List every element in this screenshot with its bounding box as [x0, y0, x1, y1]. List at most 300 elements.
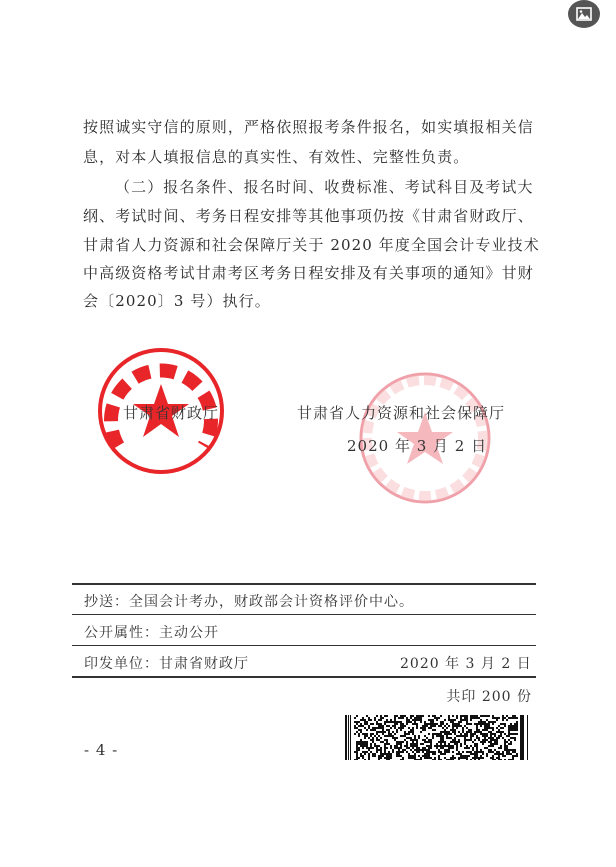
barcode-module: [464, 717, 466, 719]
barcode-module: [428, 715, 430, 717]
barcode-module: [492, 715, 494, 717]
barcode-module: [444, 731, 446, 733]
barcode-module: [392, 735, 394, 737]
barcode-module: [374, 727, 376, 729]
barcode-module: [420, 721, 422, 723]
barcode-module: [406, 741, 408, 743]
barcode-module: [428, 745, 430, 747]
barcode-module: [370, 735, 372, 737]
barcode-module: [462, 731, 464, 733]
barcode-module: [448, 749, 450, 751]
barcode-module: [478, 717, 480, 719]
barcode-module: [424, 727, 426, 729]
barcode-module: [360, 731, 362, 733]
barcode-module: [386, 757, 388, 759]
barcode-module: [376, 733, 378, 735]
barcode-module: [460, 719, 462, 721]
barcode-module: [392, 721, 394, 723]
barcode-module: [476, 727, 478, 729]
barcode-module: [442, 727, 444, 729]
barcode-module: [406, 733, 408, 735]
barcode-module: [372, 753, 374, 755]
barcode-module: [384, 739, 386, 741]
barcode-module: [470, 715, 472, 717]
barcode-module: [368, 727, 370, 729]
barcode-module: [408, 719, 410, 721]
barcode-module: [428, 719, 430, 721]
barcode-module: [434, 723, 436, 725]
barcode-module: [470, 723, 472, 725]
barcode-module: [510, 727, 512, 729]
barcode-module: [410, 739, 412, 741]
barcode-module: [358, 747, 360, 749]
barcode-module: [370, 747, 372, 749]
barcode-module: [486, 747, 488, 749]
barcode-module: [486, 723, 488, 725]
barcode-module: [444, 743, 446, 745]
barcode-module: [460, 715, 462, 717]
barcode-module: [432, 723, 434, 725]
barcode-module: [394, 733, 396, 735]
barcode-module: [504, 733, 506, 735]
barcode-module: [414, 755, 416, 757]
barcode-module: [368, 737, 370, 739]
image-view-button[interactable]: [568, 0, 600, 28]
barcode-module: [510, 753, 512, 755]
barcode-module: [510, 725, 512, 727]
barcode-module: [452, 741, 454, 743]
barcode-module: [374, 719, 376, 721]
barcode-module: [368, 757, 370, 759]
barcode-module: [386, 715, 388, 717]
barcode-module: [396, 755, 398, 757]
barcode-module: [492, 723, 494, 725]
barcode-module: [514, 739, 516, 741]
barcode-module: [360, 729, 362, 731]
barcode-module: [472, 747, 474, 749]
barcode-module: [408, 755, 410, 757]
barcode-module: [420, 719, 422, 721]
barcode-module: [478, 723, 480, 725]
barcode-module: [388, 731, 390, 733]
barcode-module: [506, 747, 508, 749]
barcode-module: [374, 735, 376, 737]
barcode-module: [410, 717, 412, 719]
barcode-module: [400, 755, 402, 757]
barcode-module: [444, 753, 446, 755]
barcode-module: [392, 751, 394, 753]
barcode-module: [450, 759, 452, 760]
barcode-module: [356, 745, 358, 747]
barcode-module: [452, 729, 454, 731]
barcode-module: [378, 757, 380, 759]
barcode-module: [446, 727, 448, 729]
barcode-module: [512, 751, 514, 753]
barcode-module: [434, 725, 436, 727]
barcode-module: [386, 719, 388, 721]
barcode-module: [488, 715, 490, 717]
barcode-module: [466, 733, 468, 735]
barcode-module: [452, 715, 454, 717]
barcode-module: [404, 745, 406, 747]
barcode-module: [476, 743, 478, 745]
barcode-module: [454, 729, 456, 731]
barcode-module: [502, 755, 504, 757]
barcode-module: [412, 729, 414, 731]
barcode-module: [398, 749, 400, 751]
barcode-module: [388, 735, 390, 737]
barcode-module: [478, 721, 480, 723]
barcode-module: [470, 717, 472, 719]
barcode-module: [470, 759, 472, 760]
barcode-module: [416, 749, 418, 751]
barcode-module: [516, 733, 518, 735]
barcode-module: [452, 759, 454, 760]
barcode-module: [506, 735, 508, 737]
barcode-module: [366, 715, 368, 717]
barcode-module: [508, 743, 510, 745]
barcode-module: [412, 745, 414, 747]
barcode-module: [460, 725, 462, 727]
barcode-module: [386, 755, 388, 757]
barcode-module: [436, 733, 438, 735]
barcode-module: [434, 733, 436, 735]
barcode-module: [360, 741, 362, 743]
barcode-module: [394, 715, 396, 717]
barcode-module: [412, 741, 414, 743]
barcode-module: [376, 737, 378, 739]
barcode-module: [466, 757, 468, 759]
barcode-module: [442, 735, 444, 737]
barcode-module: [464, 743, 466, 745]
barcode-module: [514, 723, 516, 725]
barcode-module: [494, 735, 496, 737]
barcode-module: [438, 741, 440, 743]
barcode-module: [510, 749, 512, 751]
barcode-module: [400, 741, 402, 743]
barcode-module: [364, 727, 366, 729]
barcode-module: [510, 741, 512, 743]
barcode-module: [488, 721, 490, 723]
barcode-module: [464, 739, 466, 741]
barcode-module: [448, 725, 450, 727]
barcode-module: [452, 747, 454, 749]
barcode-module: [370, 729, 372, 731]
barcode-module: [386, 725, 388, 727]
barcode-module: [372, 737, 374, 739]
barcode-module: [398, 747, 400, 749]
barcode-module: [356, 743, 358, 745]
barcode-module: [508, 753, 510, 755]
barcode-module: [488, 749, 490, 751]
barcode-module: [414, 739, 416, 741]
barcode-module: [474, 755, 476, 757]
barcode-module: [468, 747, 470, 749]
barcode-module: [356, 755, 358, 757]
barcode-module: [380, 717, 382, 719]
barcode-module: [480, 719, 482, 721]
barcode-module: [364, 735, 366, 737]
barcode-module: [484, 739, 486, 741]
barcode-module: [496, 719, 498, 721]
barcode-module: [400, 723, 402, 725]
barcode-module: [472, 753, 474, 755]
barcode-module: [516, 721, 518, 723]
barcode-module: [440, 737, 442, 739]
barcode-module: [432, 753, 434, 755]
barcode-module: [368, 725, 370, 727]
barcode-module: [466, 751, 468, 753]
barcode-module: [490, 757, 492, 759]
barcode-module: [434, 753, 436, 755]
barcode-module: [486, 727, 488, 729]
barcode-module: [378, 749, 380, 751]
barcode-module: [406, 743, 408, 745]
barcode-module: [516, 755, 518, 757]
barcode-module: [494, 721, 496, 723]
barcode-module: [396, 729, 398, 731]
barcode-module: [436, 747, 438, 749]
barcode-module: [450, 733, 452, 735]
barcode-module: [454, 737, 456, 739]
barcode-module: [390, 745, 392, 747]
barcode-module: [496, 737, 498, 739]
barcode-module: [492, 729, 494, 731]
barcode-module: [490, 745, 492, 747]
barcode-module: [458, 757, 460, 759]
barcode-module: [380, 741, 382, 743]
barcode-module: [430, 751, 432, 753]
barcode-module: [512, 755, 514, 757]
barcode-module: [508, 733, 510, 735]
barcode-module: [382, 755, 384, 757]
barcode-module: [396, 731, 398, 733]
barcode-module: [428, 741, 430, 743]
barcode-module: [510, 759, 512, 760]
barcode-module: [356, 753, 358, 755]
barcode-module: [508, 717, 510, 719]
barcode-module: [478, 731, 480, 733]
barcode-module: [402, 723, 404, 725]
barcode-module: [506, 719, 508, 721]
barcode-module: [512, 715, 514, 717]
barcode-module: [482, 723, 484, 725]
barcode-module: [484, 723, 486, 725]
barcode-module: [508, 729, 510, 731]
barcode-module: [464, 725, 466, 727]
barcode-module: [480, 755, 482, 757]
barcode-module: [386, 759, 388, 760]
barcode-module: [402, 715, 404, 717]
barcode-module: [442, 739, 444, 741]
barcode-module: [474, 723, 476, 725]
barcode-module: [456, 717, 458, 719]
barcode-module: [394, 737, 396, 739]
barcode-module: [452, 731, 454, 733]
barcode-module: [366, 721, 368, 723]
barcode-module: [426, 725, 428, 727]
barcode-module: [506, 753, 508, 755]
barcode-module: [362, 717, 364, 719]
barcode-module: [466, 759, 468, 760]
barcode-module: [364, 745, 366, 747]
barcode-module: [448, 747, 450, 749]
barcode-module: [460, 733, 462, 735]
barcode-module: [426, 757, 428, 759]
barcode-module: [380, 731, 382, 733]
barcode-module: [440, 743, 442, 745]
barcode-module: [420, 757, 422, 759]
barcode-module: [402, 735, 404, 737]
barcode-module: [364, 753, 366, 755]
barcode-module: [362, 757, 364, 759]
barcode-module: [408, 753, 410, 755]
barcode-module: [398, 721, 400, 723]
barcode-module: [470, 733, 472, 735]
barcode-module: [456, 747, 458, 749]
barcode-module: [442, 741, 444, 743]
barcode-module: [390, 727, 392, 729]
barcode-module: [412, 751, 414, 753]
barcode-module: [416, 745, 418, 747]
barcode-module: [504, 759, 506, 760]
barcode-module: [506, 749, 508, 751]
barcode-module: [428, 749, 430, 751]
barcode-module: [478, 737, 480, 739]
barcode-module: [440, 741, 442, 743]
barcode-module: [484, 721, 486, 723]
barcode-module: [474, 731, 476, 733]
barcode-module: [362, 755, 364, 757]
barcode-module: [380, 723, 382, 725]
barcode-module: [400, 743, 402, 745]
barcode-module: [390, 747, 392, 749]
barcode-module: [358, 743, 360, 745]
barcode-module: [388, 729, 390, 731]
barcode-module: [472, 715, 474, 717]
barcode-module: [494, 743, 496, 745]
barcode-module: [442, 731, 444, 733]
barcode-module: [446, 749, 448, 751]
barcode-module: [408, 721, 410, 723]
barcode-module: [408, 727, 410, 729]
barcode-module: [356, 751, 358, 753]
signature-date: 2020 年 3 月 2 日: [347, 437, 488, 455]
barcode-module: [466, 731, 468, 733]
barcode-module: [500, 735, 502, 737]
barcode-module: [386, 753, 388, 755]
barcode-module: [396, 721, 398, 723]
barcode-module: [504, 739, 506, 741]
barcode-module: [432, 751, 434, 753]
barcode-module: [432, 759, 434, 760]
barcode-module: [516, 753, 518, 755]
body-line: （二）报名条件、报名时间、收费标准、考试科目及考试大: [115, 178, 534, 196]
barcode-module: [400, 751, 402, 753]
barcode-module: [414, 737, 416, 739]
barcode-module: [396, 751, 398, 753]
barcode-module: [418, 735, 420, 737]
barcode-module: [448, 759, 450, 760]
barcode-module: [404, 739, 406, 741]
barcode-module: [424, 755, 426, 757]
barcode-module: [436, 735, 438, 737]
barcode-module: [388, 743, 390, 745]
barcode-module: [410, 715, 412, 717]
barcode-module: [358, 735, 360, 737]
barcode-module: [388, 751, 390, 753]
barcode-module: [456, 723, 458, 725]
barcode-module: [362, 743, 364, 745]
barcode-module: [504, 741, 506, 743]
barcode-module: [444, 749, 446, 751]
barcode-module: [462, 755, 464, 757]
barcode-module: [430, 725, 432, 727]
barcode-module: [356, 723, 358, 725]
barcode-module: [406, 745, 408, 747]
barcode-module: [480, 733, 482, 735]
barcode-module: [404, 731, 406, 733]
barcode-module: [498, 737, 500, 739]
barcode-module: [396, 741, 398, 743]
barcode-module: [476, 715, 478, 717]
barcode-module: [414, 743, 416, 745]
barcode-module: [428, 747, 430, 749]
barcode-module: [446, 723, 448, 725]
barcode-module: [458, 721, 460, 723]
barcode-module: [412, 731, 414, 733]
barcode-module: [456, 715, 458, 717]
barcode-module: [382, 741, 384, 743]
barcode-module: [376, 731, 378, 733]
barcode-module: [466, 721, 468, 723]
barcode-module: [456, 743, 458, 745]
barcode-module: [354, 725, 356, 727]
barcode-module: [460, 755, 462, 757]
divider: [72, 645, 536, 646]
barcode-module: [436, 719, 438, 721]
barcode-module: [436, 745, 438, 747]
barcode-module: [448, 717, 450, 719]
barcode-module: [474, 753, 476, 755]
barcode-module: [406, 721, 408, 723]
barcode-module: [428, 753, 430, 755]
barcode-module: [378, 755, 380, 757]
issue-date: 2020 年 3 月 2 日: [400, 656, 532, 672]
barcode-module: [448, 731, 450, 733]
barcode-module: [504, 745, 506, 747]
barcode-module: [368, 719, 370, 721]
barcode-module: [364, 743, 366, 745]
barcode-module: [438, 735, 440, 737]
barcode-module: [386, 743, 388, 745]
barcode-module: [512, 729, 514, 731]
barcode-module: [422, 729, 424, 731]
barcode-module: [422, 755, 424, 757]
barcode-module: [516, 717, 518, 719]
barcode-module: [362, 741, 364, 743]
barcode-module: [434, 751, 436, 753]
barcode-module: [444, 729, 446, 731]
barcode-module: [396, 723, 398, 725]
barcode-module: [396, 753, 398, 755]
barcode-module: [480, 741, 482, 743]
barcode-module: [502, 751, 504, 753]
barcode-module: [480, 749, 482, 751]
barcode-module: [414, 745, 416, 747]
barcode-module: [492, 751, 494, 753]
barcode-module: [486, 733, 488, 735]
